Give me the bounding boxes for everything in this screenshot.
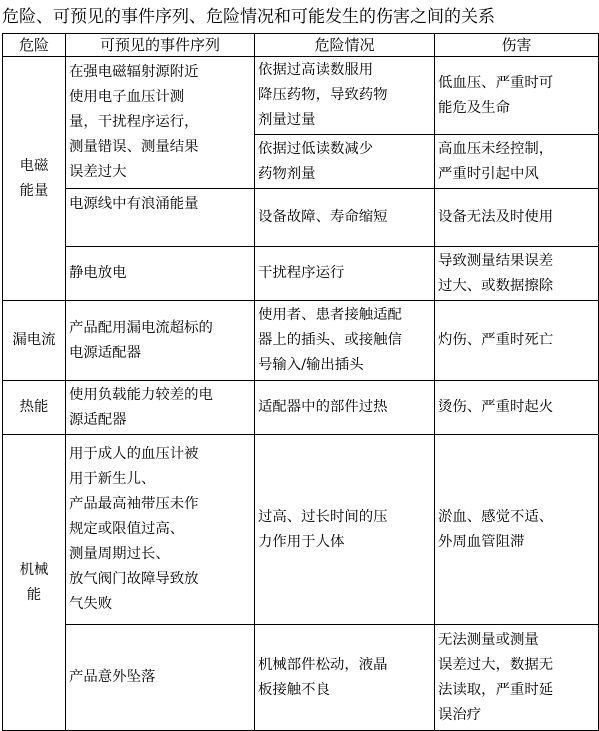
header-harm: 伤害 xyxy=(435,34,599,57)
sequence-cell: 电源线中有浪涌能量 xyxy=(66,189,255,247)
harm-cell: 灼伤、严重时死亡 xyxy=(435,301,599,381)
harm-cell: 设备无法及时使用 xyxy=(435,189,599,247)
harm-cell: 无法测量或测量 误差过大，数据无 法读取，严重时延 误治疗 xyxy=(435,625,599,731)
sequence-cell: 用于成人的血压计被 用于新生儿、 产品最高袖带压未作 规定或限值过高、 测量周期过长、 放气阀门故障导致放 气失败 xyxy=(66,435,255,625)
hazard-relation-table xyxy=(2,33,599,731)
sequence-cell: 静电放电 xyxy=(66,247,255,301)
hazard-cell: 热能 xyxy=(3,381,66,435)
table-header-row xyxy=(3,34,599,57)
harm-cell: 高血压未经控制， 严重时引起中风 xyxy=(435,135,599,189)
table-row xyxy=(3,301,599,381)
sequence-cell: 使用负载能力较差的电 源适配器 xyxy=(66,381,255,435)
situation-cell: 使用者、患者接触适配 器上的插头、或接触信 号输入/输出插头 xyxy=(255,301,435,381)
header-hazard: 危险 xyxy=(3,34,66,57)
harm-cell: 低血压、严重时可 能危及生命 xyxy=(435,57,599,135)
table-row xyxy=(3,625,599,731)
harm-cell: 烫伤、严重时起火 xyxy=(435,381,599,435)
header-event-sequence: 可预见的事件序列 xyxy=(66,34,255,57)
table-row xyxy=(3,57,599,135)
page-title: 危险、可预见的事件序列、危险情况和可能发生的伤害之间的关系 xyxy=(2,7,495,27)
situation-cell: 依据过高读数服用 降压药物，导致药物 剂量过量 xyxy=(255,57,435,135)
header-hazardous-situation: 危险情况 xyxy=(255,34,435,57)
situation-cell: 干扰程序运行 xyxy=(255,247,435,301)
sequence-cell: 产品意外坠落 xyxy=(66,625,255,731)
situation-cell: 依据过低读数减少 药物剂量 xyxy=(255,135,435,189)
table-row xyxy=(3,435,599,625)
hazard-cell: 电磁 能量 xyxy=(3,57,66,301)
hazard-cell: 漏电流 xyxy=(3,301,66,381)
table-row xyxy=(3,247,599,301)
table-row xyxy=(3,381,599,435)
table-row xyxy=(3,189,599,247)
hazard-cell: 机械 能 xyxy=(3,435,66,731)
situation-cell: 机械部件松动，液晶 板接触不良 xyxy=(255,625,435,731)
harm-cell: 导致测量结果误差 过大、或数据擦除 xyxy=(435,247,599,301)
situation-cell: 过高、过长时间的压 力作用于人体 xyxy=(255,435,435,625)
sequence-cell: 产品配用漏电流超标的 电源适配器 xyxy=(66,301,255,381)
harm-cell: 淤血、感觉不适、 外周血管阻滞 xyxy=(435,435,599,625)
sequence-cell: 在强电磁辐射源附近 使用电子血压计测 量，干扰程序运行， 测量错误、测量结果 误差过大 xyxy=(66,57,255,189)
situation-cell: 适配器中的部件过热 xyxy=(255,381,435,435)
situation-cell: 设备故障、寿命缩短 xyxy=(255,189,435,247)
